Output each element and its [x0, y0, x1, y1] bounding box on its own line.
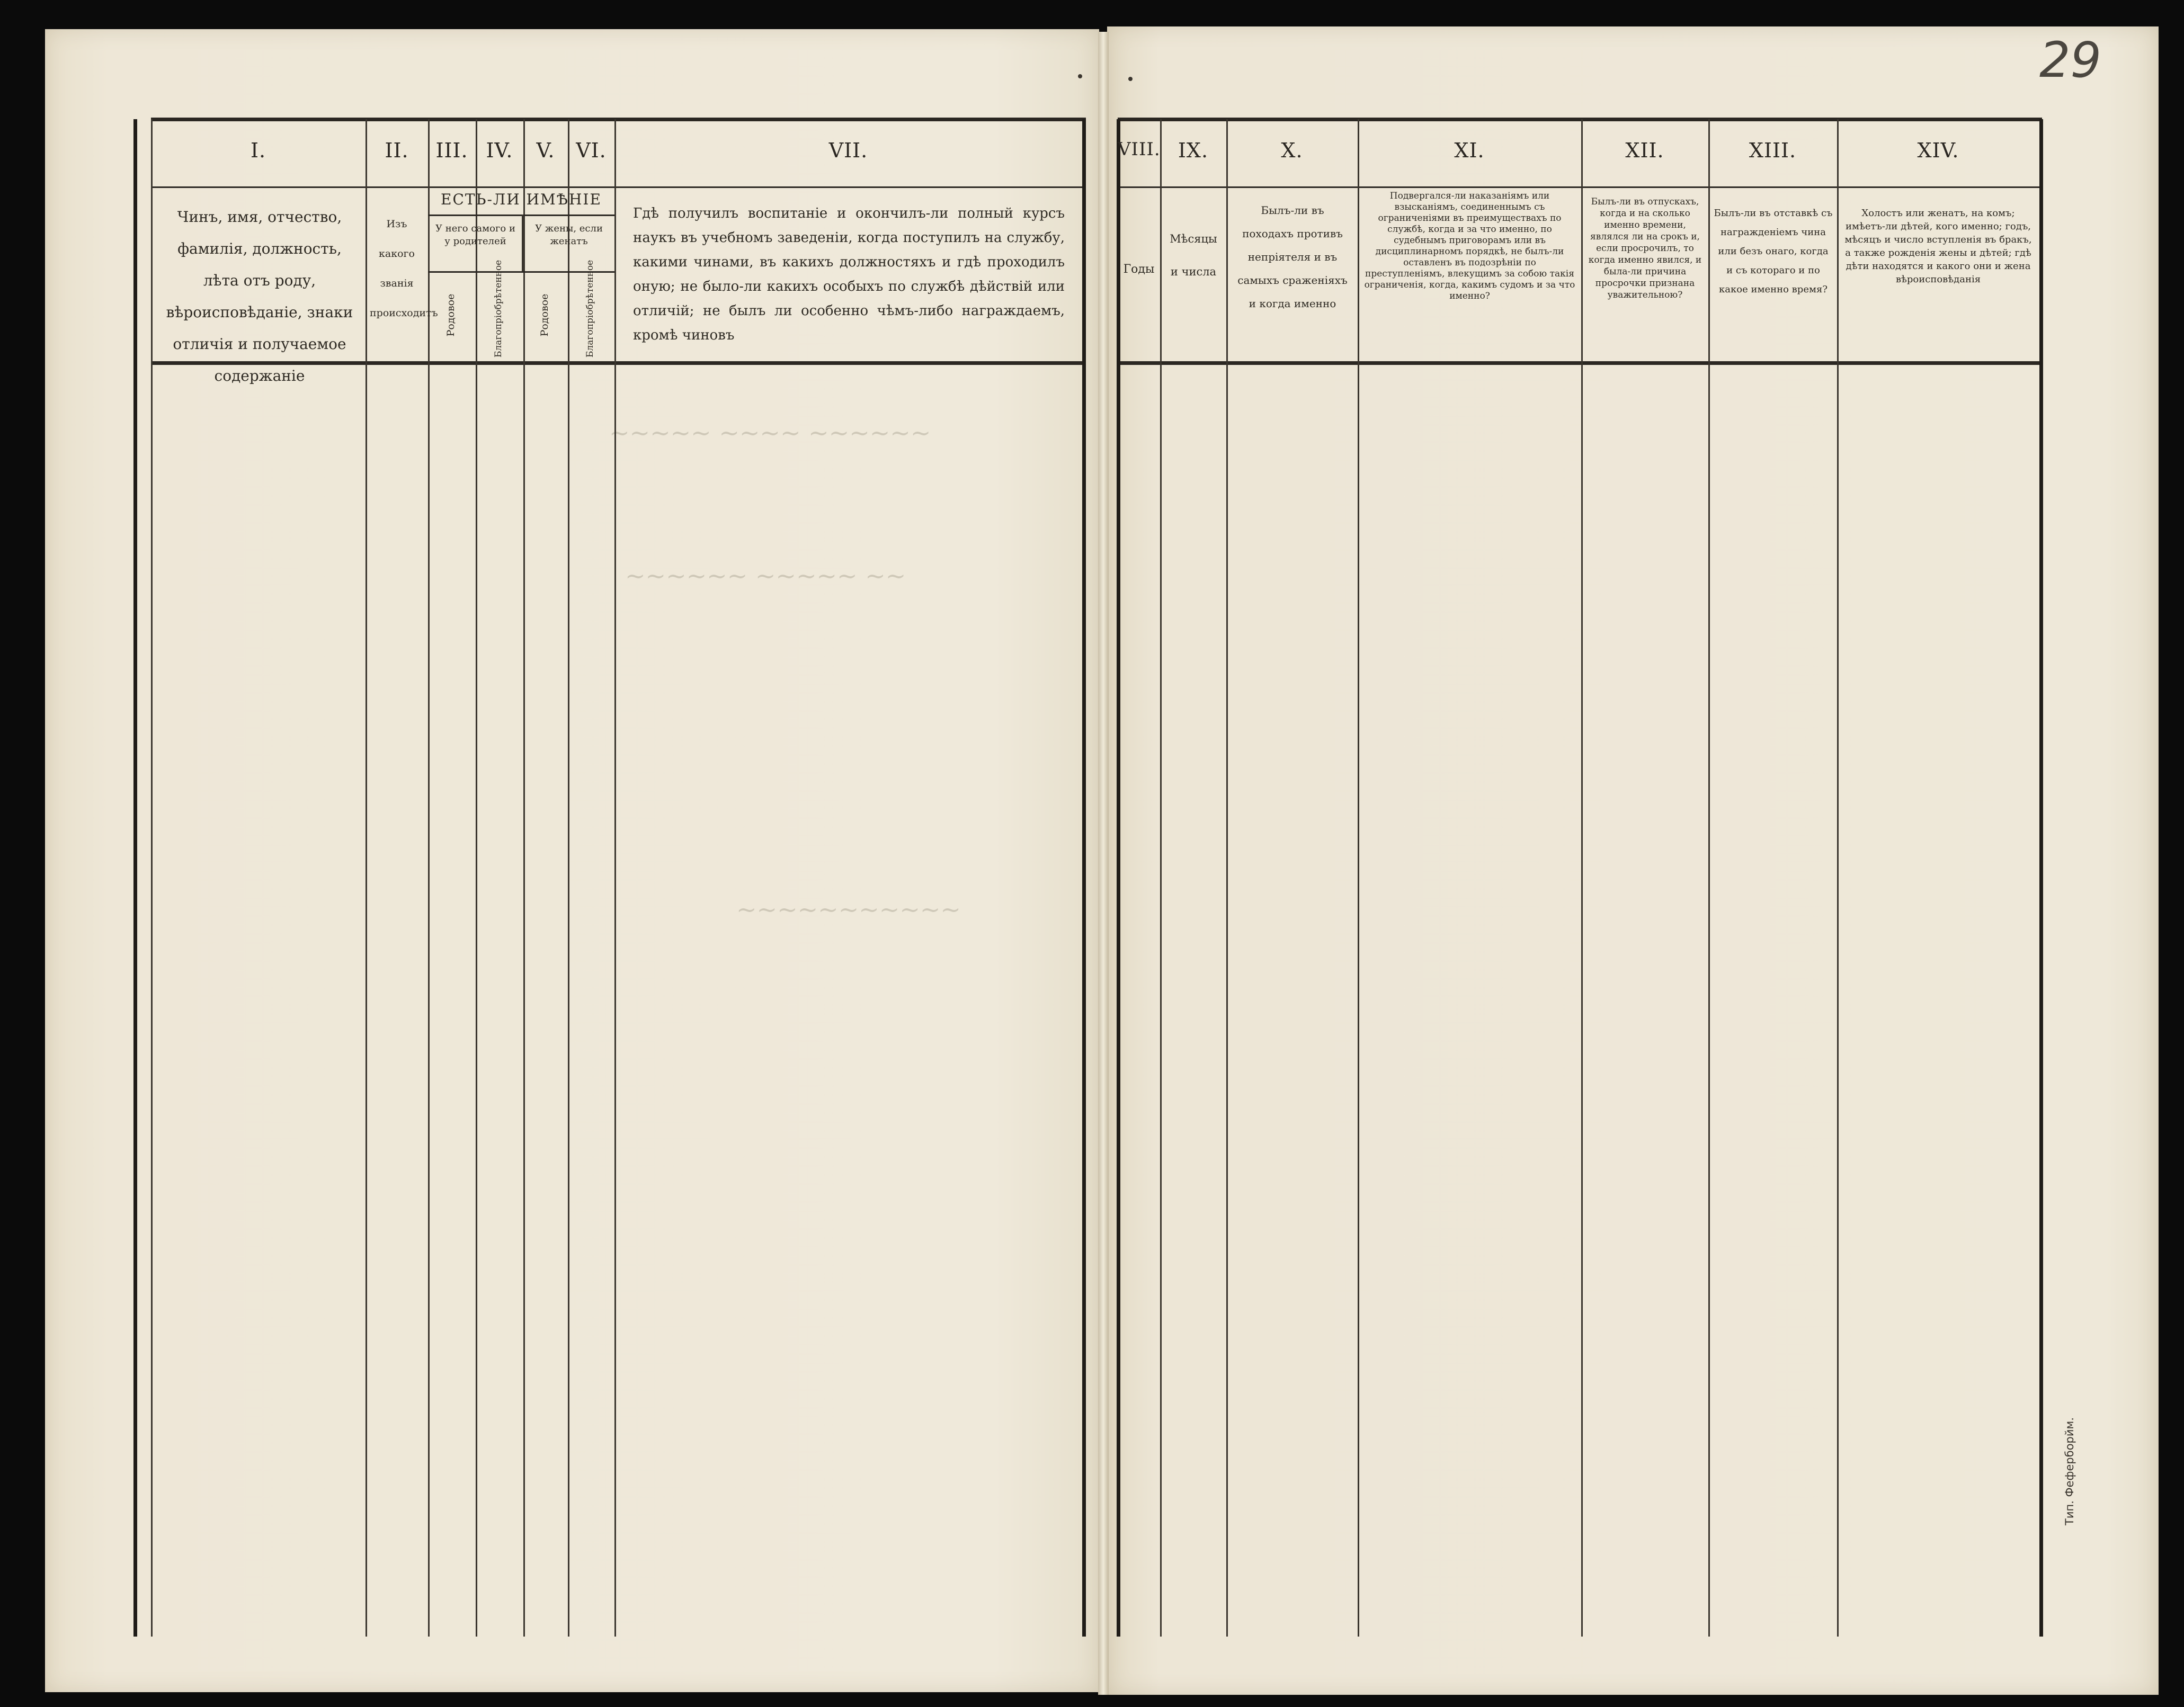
header-bottom-border	[1118, 361, 2042, 365]
col-divider	[523, 119, 525, 1637]
left-outer-border	[133, 119, 137, 1637]
bleed-through-text: ~~~~~ ~~~~ ~~~~~~	[609, 418, 931, 447]
page-number: 29	[2039, 32, 2102, 88]
col-IV-number: IV.	[486, 139, 513, 162]
col-divider	[1226, 119, 1228, 1637]
col-divider	[614, 119, 616, 1637]
col-III-heading: Родовое	[445, 293, 457, 337]
col-VII-number: VII.	[828, 139, 868, 162]
col-divider	[1708, 119, 1710, 1637]
printer-imprint: Тип. Феферборйм.	[2063, 1417, 2076, 1525]
estate-divider	[428, 215, 614, 216]
col-divider	[1581, 119, 1583, 1637]
bleed-through-text: ~~~~~~ ~~~~~ ~~	[625, 561, 906, 590]
col-divider	[476, 119, 477, 1637]
table-top-border	[1118, 118, 2042, 121]
binding-mark	[1078, 74, 1082, 78]
right-table-left-border	[1117, 119, 1120, 1637]
col-divider	[1837, 119, 1839, 1637]
bleed-through-text: ~~~~~~~~~~~	[736, 895, 961, 924]
col-II-heading: Изъ какого званія происходитъ	[370, 218, 438, 319]
col-X-heading: Былъ-ли въ походахъ противъ непріятеля и въ самыхъ сраженіяхъ и когда именно	[1237, 204, 1348, 310]
col-XIV-heading: Холостъ или женатъ, на комъ; имѣетъ-ли дѣтей, кого именно; годъ, мѣсяцъ и число вступленія въ бракъ, а также рожденія жены и дѣтей; гдѣ дѣти находятся и какого они и жена вѣроисповѣданія	[1844, 208, 2032, 285]
col-IX-number: IX.	[1178, 139, 1209, 162]
left-border-inner	[151, 119, 153, 1637]
col-IV-heading: Благопріобрѣтенное	[493, 260, 504, 358]
col-XIII-heading: Былъ-ли въ отставкѣ съ награжденіемъ чина или безъ онаго, когда и съ котораго и по какое именно время?	[1714, 208, 1833, 295]
header-divider	[151, 186, 1086, 188]
col-XIII-number: XIII.	[1749, 139, 1797, 162]
col-divider	[1358, 119, 1359, 1637]
col-divider	[568, 119, 569, 1637]
estate-mid-divider	[522, 215, 523, 271]
col-VI-number: VI.	[576, 139, 607, 162]
col-XI-heading: Подвергался-ли наказаніямъ или взысканіямъ, соединеннымъ съ ограниченіями въ преимуществахъ по службѣ, когда и за что именно, по судебнымъ приговорамъ или въ дисциплинарномъ порядкѣ, не былъ-ли оставленъ въ подозрѣніи по преступленіямъ, влекущимъ за собою такія ограниченія, когда, какимъ судомъ и за что именно?	[1364, 191, 1575, 301]
col-IX-heading: Мѣсяцы и числа	[1170, 233, 1217, 278]
col-VIII-heading: Годы	[1123, 263, 1155, 276]
col-XIV-number: XIV.	[1917, 139, 1959, 162]
col-XII-heading: Былъ-ли въ отпускахъ, когда и на сколько именно времени, являлся ли на срокъ и, если просрочилъ, то когда именно явился, и была-ли причина просрочки признана уважительною?	[1588, 196, 1702, 300]
table-top-border	[151, 118, 1086, 121]
col-I-number: I.	[250, 139, 266, 162]
col-V-number: V.	[536, 139, 555, 162]
header-divider	[1118, 186, 2042, 188]
col-divider	[428, 119, 430, 1637]
page-fold	[1098, 32, 1109, 1695]
right-outer-border	[2039, 119, 2043, 1637]
estate-heading: ЕСТЬ-ЛИ ИМѢНІЕ	[441, 191, 602, 208]
binding-mark	[1128, 77, 1133, 81]
col-II-number: II.	[385, 139, 409, 162]
col-V-heading: Родовое	[539, 293, 550, 337]
col-XI-number: XI.	[1454, 139, 1485, 162]
col-III-number: III.	[435, 139, 468, 162]
col-VI-heading: Благопріобрѣтенное	[585, 260, 595, 358]
col-divider	[366, 119, 367, 1637]
col-XII-number: XII.	[1625, 139, 1664, 162]
left-table-right-border	[1082, 119, 1086, 1637]
col-divider	[1160, 119, 1162, 1637]
col-VIII-number: VIII.	[1118, 139, 1161, 160]
parents-estate-label: У него самого и у родителей	[435, 223, 515, 247]
col-X-number: X.	[1281, 139, 1303, 162]
col-VII-heading: Гдѣ получилъ воспитаніе и окончилъ-ли полный курсъ наукъ въ учебномъ заведеніи, когда поступилъ на службу, какими чинами, въ какихъ должностяхъ и гдѣ проходилъ оную; не было-ли какихъ особыхъ по службѣ дѣйствій или отличій; не былъ ли особенно чѣмъ-либо награждаемъ, кромѣ чиновъ	[633, 205, 1065, 343]
col-I-heading: Чинъ, имя, отчество, фамилія, должность, лѣта отъ роду, вѣроисповѣданіе, знаки отличія и получаемое содержаніе	[166, 208, 353, 385]
wife-estate-label: У жены, если женатъ	[535, 223, 603, 247]
